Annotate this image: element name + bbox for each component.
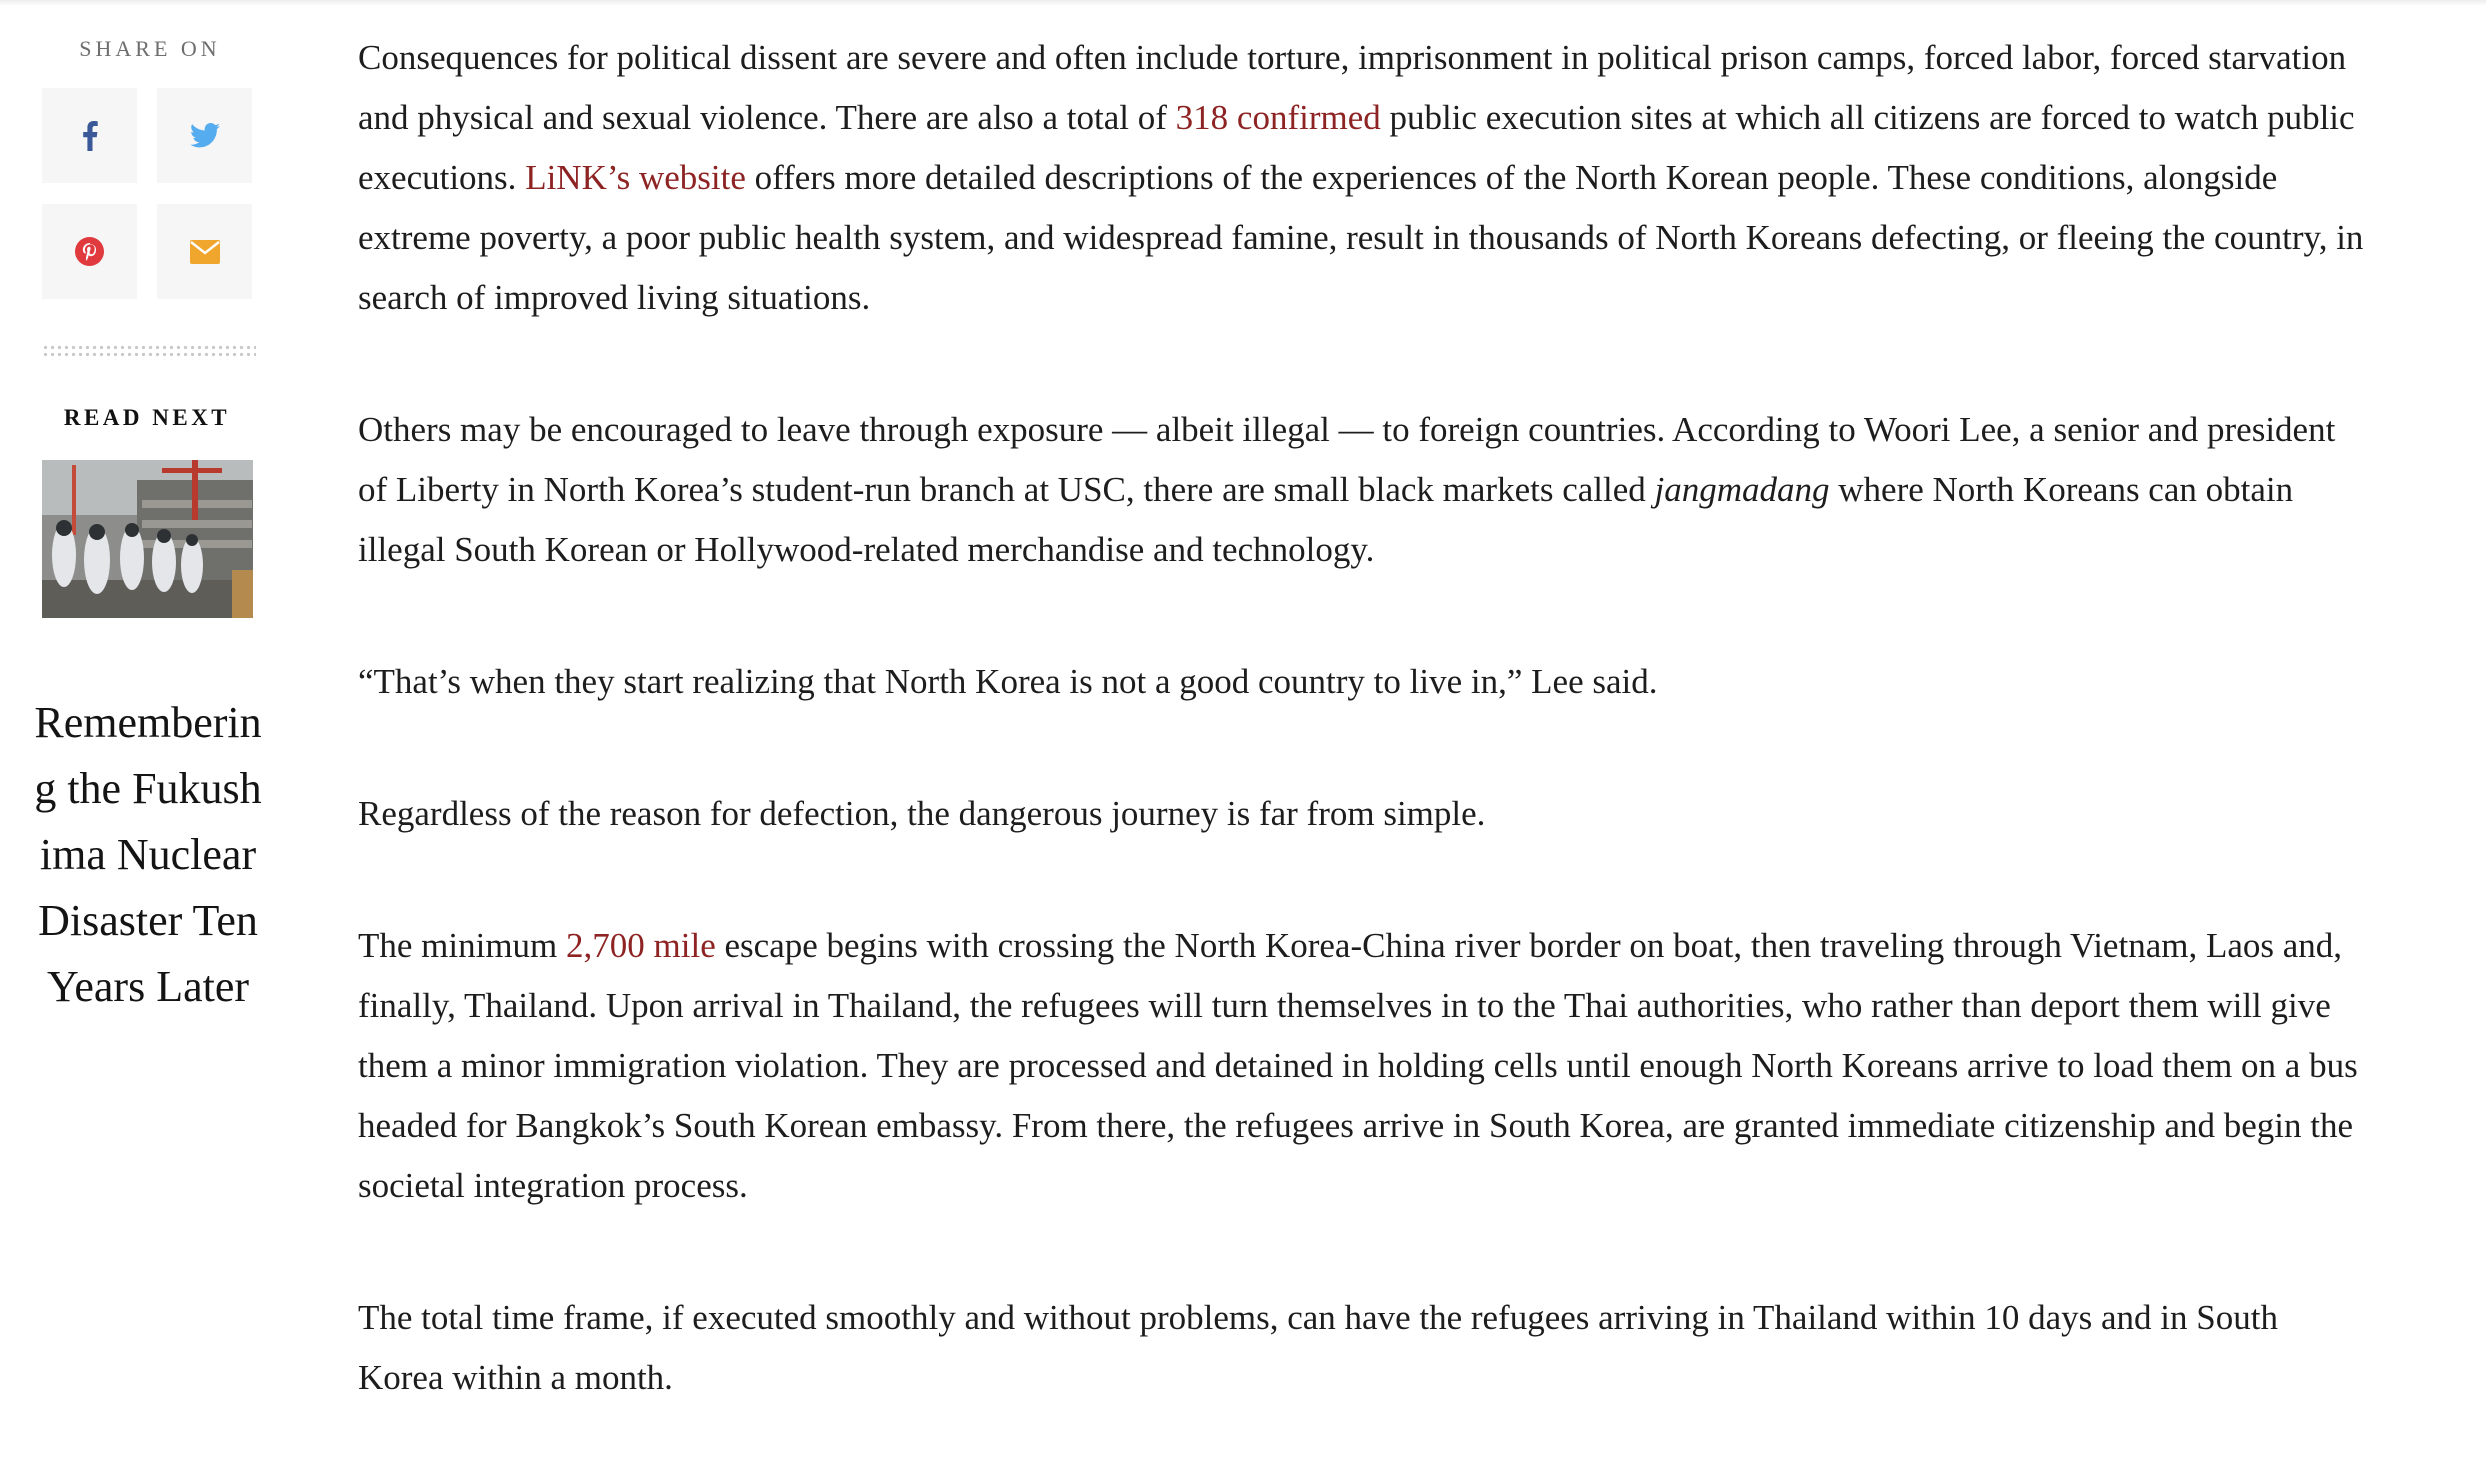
- email-share-button[interactable]: [157, 204, 252, 299]
- read-next-title-link[interactable]: Remembering the Fukushima Nuclear Disaster Ten Years Later: [34, 698, 262, 1011]
- dotted-divider: [42, 344, 256, 360]
- paragraph-journey: Regardless of the reason for defection, the dangerous journey is far from simple.: [358, 794, 1486, 833]
- read-next-thumbnail[interactable]: [42, 460, 253, 618]
- twitter-share-button[interactable]: [157, 88, 252, 183]
- 318-confirmed-link[interactable]: 318 confirmed: [1175, 98, 1381, 137]
- paragraph-time-frame: The total time frame, if executed smoothly and without problems, can have the refugees arriving in Thailand within 10 days and in South Korea within a month.: [358, 1298, 2278, 1397]
- paragraph-escape-route: The minimum 2,700 mile escape begins with crossing the North Korea-China river border on boat, then traveling through Vietnam, Laos and, finally, Thailand. Upon arrival in Thailand, the refugees will turn themselves in to the Thai authorities, who rather than deport them will give them a minor immigration violation. They are processed and detained in holding cells until enough North Koreans arrive to load them on a bus headed for Bangkok’s South Korean embassy. From there, the refugees arrive in South Korea, are granted immediate citizenship and begin the societal integration process.: [358, 926, 2358, 1205]
- read-next-label: READ NEXT: [63, 405, 231, 430]
- share-buttons: [42, 88, 254, 299]
- facebook-share-button[interactable]: [42, 88, 137, 183]
- share-sidebar: [0, 0, 300, 1472]
- link-website-link[interactable]: LiNK’s website: [525, 158, 746, 197]
- facebook-icon: [82, 121, 98, 151]
- envelope-icon: [190, 240, 220, 264]
- jangmadang-term: jangmadang: [1654, 470, 1830, 509]
- share-title: SHARE ON: [79, 36, 221, 61]
- pinterest-icon: [75, 237, 104, 266]
- top-shadow: [0, 0, 2486, 6]
- paragraph-exposure: Others may be encouraged to leave through exposure — albeit illegal — to foreign countries. According to Woori Lee, a senior and president of Liberty in North Korea’s student-run branch at USC, there are small black markets called jangmadang where North Koreans can obtain illegal South Korean or Hollywood-related merchandise and technology.: [358, 410, 2336, 569]
- paragraph-consequences: Consequences for political dissent are severe and often include torture, imprisonment in political prison camps, forced labor, forced starvation and physical and sexual violence. There are also a total of 318 confirmed public execution sites at which all citizens are forced to watch public executions. LiNK’s website offers more detailed descriptions of the experiences of the North Korean people. These conditions, alongside extreme poverty, a poor public health system, and widespread famine, result in thousands of North Koreans defecting, or fleeing the country, in search of improved living situations.: [358, 38, 2364, 317]
- article-body: [358, 28, 2368, 1472]
- 2700-mile-link[interactable]: 2,700 mile: [566, 926, 716, 965]
- pinterest-share-button[interactable]: [42, 204, 137, 299]
- twitter-icon: [190, 123, 220, 148]
- paragraph-quote: “That’s when they start realizing that North Korea is not a good country to live in,” Lee said.: [358, 662, 1658, 701]
- fukushima-workers-image: [42, 460, 253, 618]
